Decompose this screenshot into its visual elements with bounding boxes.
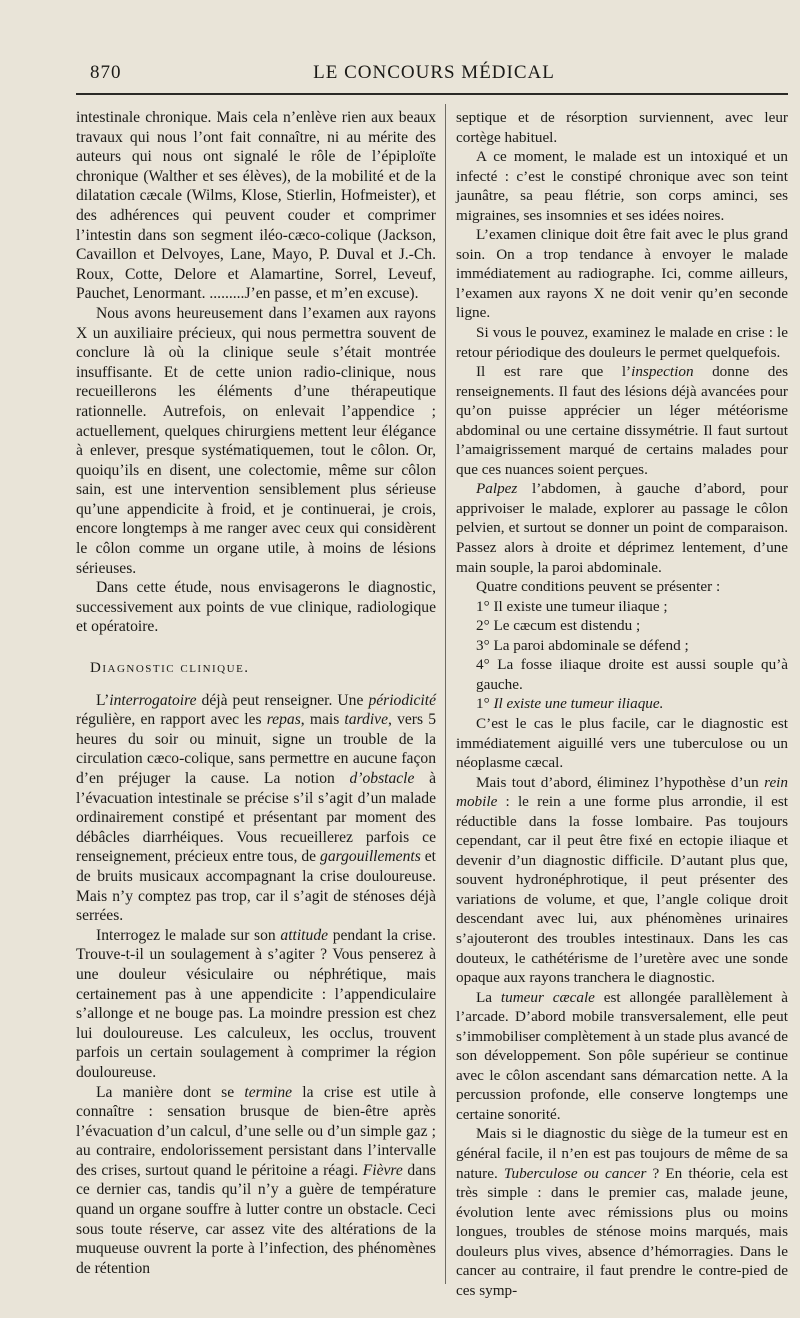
list-item: 1° Il existe une tumeur iliaque ; bbox=[476, 597, 668, 615]
paragraph: Interrogez le malade sur son attitude pendant la crise. Trouve-t-il un soulagement à s’agiter ? Vous penserez à une douleur vésiculaire ou néphrétique, mais certainement pas à une appendicite : l’appendiculaire s’allonge et ne bouge pas. La moindre pression est chez lui douloureuse. Les calculeux, les occlus, trouvent parfois un certain soulagement à comprimer la région douloureuse. bbox=[76, 926, 436, 1081]
paragraph: Dans cette étude, nous envisagerons le diagnostic, successivement aux points de vue clinique, radiologique et opératoire. bbox=[76, 579, 436, 636]
list-item: 4° La fosse iliaque droite est aussi souple qu’à gauche. bbox=[476, 656, 788, 693]
right-column bbox=[456, 108, 788, 1300]
subheading: 1° Il existe une tumeur iliaque. bbox=[476, 695, 664, 713]
paragraph: septique et de résorption surviennent, avec leur cortège habituel. bbox=[456, 109, 788, 146]
paragraph: Si vous le pouvez, examinez le malade en crise : le retour périodique des douleurs le permet quelquefois. bbox=[456, 324, 788, 361]
paragraph: Nous avons heureusement dans l’examen aux rayons X un auxiliaire précieux, qui nous permettra souvent de conclure là où la clinique seule s’était montrée insuffisante. Et de cette union radio-clinique, nous recueillerons les éléments d’une thérapeutique rationnelle. Autrefois, on enlevait l’appendice ; actuellement, quelques chirurgiens mettent leur élégance à enlever, presque systématiquemen, tout le côlon. Or, quoiqu’ils en disent, une colectomie, même sur côlon sain, est une intervention sensiblement plus sérieuse qu’une appendicite à froid, et je continuerai, je crois, encore longtemps à me ranger avec ceux qui considèrent le côlon comme un organe utile, à moins de lésions sérieuses. bbox=[76, 304, 436, 577]
page-number: 870 bbox=[90, 62, 122, 83]
paragraph: L’examen clinique doit être fait avec le plus grand soin. On a trop tendance à envoyer le malade immédiatement au radiographe. Ici, comme ailleurs, l’examen aux rayons X ne doit venir qu’en seconde ligne. bbox=[456, 226, 788, 322]
paragraph: Mais tout d’abord, éliminez l’hypothèse d’un rein mobile : le rein a une forme plus arrondie, il est réductible dans la fosse lombaire. Pas toujours cependant, car il peut être fixé en ectopie iliaque et devenir d’un diagnostic difficile. D’autant plus que, souvent hydronéphrotique, il peut présenter des variations de volume, et que, l’angle colique droit descendant avec lui, aux phénomènes urinaires s’ajouteront des troubles intestinaux. Dans les cas douteux, le cathétérisme de l’uretère avec une sonde opaque aux rayons tranchera le diagnostic. bbox=[456, 773, 788, 987]
paragraph: La tumeur cæcale est allongée parallèlement à l’arcade. D’abord mobile transversalement, elle peut s’immobiliser complètement à un stade plus avancé de son développement. Son pôle supérieur se continue avec le côlon ascendant sans démarcation nette. A la percussion profonde, elle conserve longtemps une certaine sonorité. bbox=[456, 988, 788, 1123]
paragraph: Mais si le diagnostic du siège de la tumeur est en général facile, il n’en est pas toujours de même de sa nature. Tuberculose ou cancer ? En théorie, cela est très simple : dans le premier cas, malade jeune, évolution lente avec rémissions plus ou moins longues, troubles de sténose moins marqués, mais douleurs plus vives, absence d’hémorragies. Dans le cancer au contraire, il faut prendre le contre-pied de ces symp- bbox=[456, 1125, 788, 1299]
conditions-list bbox=[456, 597, 788, 695]
paragraph: Il est rare que l’inspection donne des renseignements. Il faut des lésions déjà avancées pour qu’on puisse apprécier un léger météorisme abdominal ou une certaine dissymétrie. Il faut surtout l’amaigrissement marqué de certains malades pour que ces nuances soient perçues. bbox=[456, 363, 788, 478]
paragraph: L’interrogatoire déjà peut renseigner. Une périodicité régulière, en rapport avec les repas, mais tardive, vers 5 heures du soir ou minuit, signe un trouble de la circulation cæco-colique, sans permettre en aucune façon d’en préjuger la cause. La notion d’obstacle à l’évacuation intestinale se précise s’il s’agit d’un malade ordinairement constipé et présentant par moment des débâcles diarrhéiques. Vous recueillerez parfois ce renseignement, précieux entre tous, de gargouillements et de bruits musicaux accompagnant la crise douloureuse. Mais n’y comptez pas trop, car il s’agit de sténoses déjà serrées. bbox=[76, 691, 436, 925]
page-header bbox=[84, 62, 784, 88]
list-item: 3° La paroi abdominale se défend ; bbox=[476, 636, 689, 654]
list-item: 2° Le cæcum est distendu ; bbox=[476, 617, 641, 635]
paragraph: Palpez l’abdomen, à gauche d’abord, pour apprivoiser le malade, explorer au passage le côlon pelvien, et surtout se donner un point de comparaison. Passez alors à droite et déprimez lentement, d’une main souple, la paroi abdominale. bbox=[456, 480, 788, 576]
paragraph: Quatre conditions peuvent se présenter : bbox=[476, 578, 721, 596]
paragraph: C’est le cas le plus facile, car le diagnostic est immédiatement aiguillé vers une tuberculose ou un néoplasme cæcal. bbox=[456, 714, 788, 772]
column-divider bbox=[445, 104, 446, 1284]
paragraph: intestinale chronique. Mais cela n’enlève rien aux beaux travaux qui nous l’ont fait connaître, ni au mérite des auteurs qui nous ont signalé le rôle de l’épiploïte chronique (Walther et ses élèves), de la mobilité et de la dilatation cæcale (Wilms, Klose, Stierlin, Hofmeister), et des adhérences qui peuvent couder et comprimer l’intestin dans son segment iléo-cæco-colique (Jackson, Cavaillon et Delvoyes, Lane, Mayo, P. Duval et J.-Ch. Roux, Cotte, Delore et Alamartine, Sorrel, Leveuf, Pauchet, Lenormant. .........J’en passe, et m’en excuse). bbox=[76, 109, 436, 303]
section-heading: Diagnostic clinique. bbox=[90, 660, 250, 677]
header-rule bbox=[76, 93, 788, 95]
paragraph: A ce moment, le malade est un intoxiqué et un infecté : c’est le constipé chronique avec son teint jaunâtre, sa peau flétrie, son corps aminci, ses migraines, ses insomnies et ses idées noires. bbox=[456, 148, 788, 224]
journal-title: LE CONCOURS MÉDICAL bbox=[313, 62, 555, 83]
left-column bbox=[76, 108, 436, 1278]
paragraph: La manière dont se termine la crise est utile à connaître : sensation brusque de bien-être après l’évacuation d’un calcul, d’une selle ou d’un simple gaz ; au contraire, endolorissement persistant dans l’intervalle des crises, surtout quand le péritoine a réagi. Fièvre dans ce dernier cas, tandis qu’il n’y a guère de température quand un organe souffre à lutter contre un obstacle. Ceci sous toute réserve, car assez vite des altérations de la muqueuse ouvrent la porte à l’infection, des phénomènes de rétention bbox=[76, 1083, 436, 1277]
